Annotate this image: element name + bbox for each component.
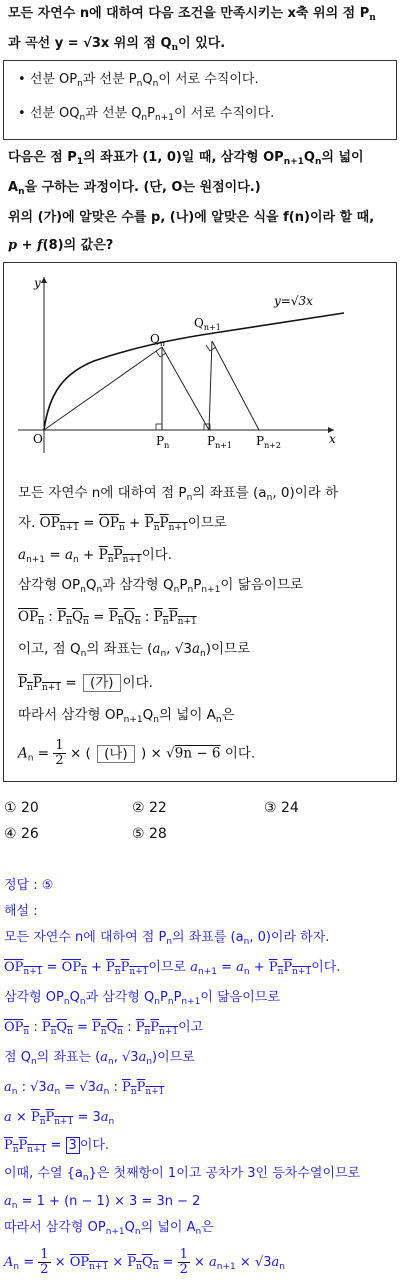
problem-line-2: 과 곡선 y = √3x 위의 점 $Q_n$이 있다. (8, 36, 226, 53)
ans-line-7: $a \times P_nP_{n+1} = 3a_n$ (4, 1110, 115, 1127)
condition-box (3, 60, 397, 140)
problem-line-6: p + f(8)의 값은? (8, 238, 114, 253)
sol-line-5: $OP_n$ : $P_nQ_n = P_nQ_n$ : $P_nP_{n+1}$ (18, 609, 197, 627)
blank-ga: (가) (83, 674, 121, 692)
sol-line-2: 자. $OP_{n+1} = OP_n + P_nP_{n+1}$이므로 (18, 515, 227, 533)
label-Qn: $Q_n$ (150, 332, 165, 348)
label-Pn2: $P_{n+2}$ (256, 434, 282, 450)
problem-line-3: 다음은 점 $P_1$의 좌표가 (1, 0)일 때, 삼각형 $OP_{n+1}Q_n$의 넓이 (8, 150, 364, 167)
choice-5[interactable]: ⑤ 28 (132, 826, 167, 842)
ans-line-11: 따라서 삼각형 $OP_{n+1}Q_n$의 넓이 $A_n$은 (4, 1220, 214, 1237)
choice-2[interactable]: ② 22 (132, 800, 167, 816)
condition-2: • 선분 $OQ_n$과 선분 $Q_nP_{n+1}$이 서로 수직이다. (18, 106, 275, 123)
curve-label: y=√3x (274, 294, 313, 308)
label-Qn1: $Q_{n+1}$ (194, 316, 221, 332)
ans-line-12: $A_n$ = $\frac{1}{2}$ × $OP_{n+1} \times P_nQ_n$ = $\frac{1}{2}$ × $a_{n+1} \times √3a_n$ (4, 1247, 285, 1277)
answer-label: 정답 : ⑤ (4, 878, 54, 893)
blank-na: (나) (97, 745, 135, 763)
problem-line-4: $A_n$을 구하는 과정이다. (단, O는 원점이다.) (8, 180, 261, 197)
ans-line-10: $a_n = 1 + (n - 1) \times 3 = 3n - 2$ (4, 1194, 201, 1211)
explanation-label: 해설 : (4, 904, 38, 919)
x-axis-label: x (329, 432, 336, 446)
sol-line-4: 삼각형 $OP_nQ_n$과 삼각형 $Q_nP_nP_{n+1}$이 닮음이므로 (18, 577, 303, 595)
label-Pn1: $P_{n+1}$ (207, 434, 233, 450)
sol-line-7: $P_nP_{n+1}$ = (가) 이다. (18, 675, 153, 693)
graph (4, 263, 396, 463)
ans-line-2: $OP_{n+1} = OP_n + P_nP_{n+1}$이므로 $a_{n+1} = a_n + P_nP_{n+1}$이다. (4, 960, 341, 977)
ans-line-8: $P_nP_{n+1} = 3$ 이다. (4, 1138, 110, 1155)
sol-line-6: 이고, 점 $Q_n$의 좌표는 ($a_n$, $√3a_n$)이므로 (18, 641, 251, 659)
ans-line-5: 점 $Q_n$의 좌표는 ($a_n$, $√3a_n$)이므로 (4, 1050, 195, 1067)
choice-1[interactable]: ① 20 (4, 800, 39, 816)
solution-box (3, 262, 397, 782)
ans-line-1: 모든 자연수 n에 대하여 점 $P_n$의 좌표를 ($a_n$, 0)이라 하자. (4, 930, 330, 947)
ans-line-6: $a_n$ : $√3a_n = √3a_n$ : $P_nP_{n+1}$ (4, 1080, 165, 1097)
problem-line-1: 모든 자연수 n에 대하여 다음 조건을 만족시키는 x축 위의 점 $P_n$ (8, 6, 376, 23)
origin-label: O (33, 432, 43, 446)
ans-line-4: $OP_n$ : $P_nQ_n = P_nQ_n$ : $P_nP_{n+1}$이고 (4, 1020, 204, 1037)
choice-3[interactable]: ③ 24 (264, 800, 299, 816)
y-axis-label: y (34, 276, 41, 290)
sol-line-1: 모든 자연수 n에 대하여 점 $P_n$의 좌표를 ($a_n$, 0)이라 하 (18, 485, 339, 503)
answer-box-ga: 3 (66, 1137, 80, 1154)
sol-line-3: $a_{n+1} = a_n + P_nP_{n+1}$이다. (18, 547, 173, 565)
sol-line-8: 따라서 삼각형 $OP_{n+1}Q_n$의 넓이 $A_n$은 (18, 707, 235, 725)
ans-line-9: 이때, 수열 $\{a_n\}$은 첫째항이 1이고 공차가 3인 등차수열이므로 (4, 1166, 361, 1183)
choice-4[interactable]: ④ 26 (4, 826, 39, 842)
ans-line-3: 삼각형 $OP_nQ_n$과 삼각형 $Q_nP_nP_{n+1}$이 닮음이므로 (4, 990, 280, 1007)
label-Pn: $P_n$ (156, 434, 170, 450)
condition-1: • 선분 $OP_n$과 선분 $P_nQ_n$이 서로 수직이다. (18, 72, 259, 89)
problem-line-5: 위의 (가)에 알맞은 수를 p, (나)에 알맞은 식을 f(n)이라 할 때, (8, 210, 375, 225)
sol-line-9: $A_n$ = $\frac{1}{2}$ × ( (나) ) × √9n − 6 이다. (18, 738, 256, 768)
curve (44, 313, 344, 430)
